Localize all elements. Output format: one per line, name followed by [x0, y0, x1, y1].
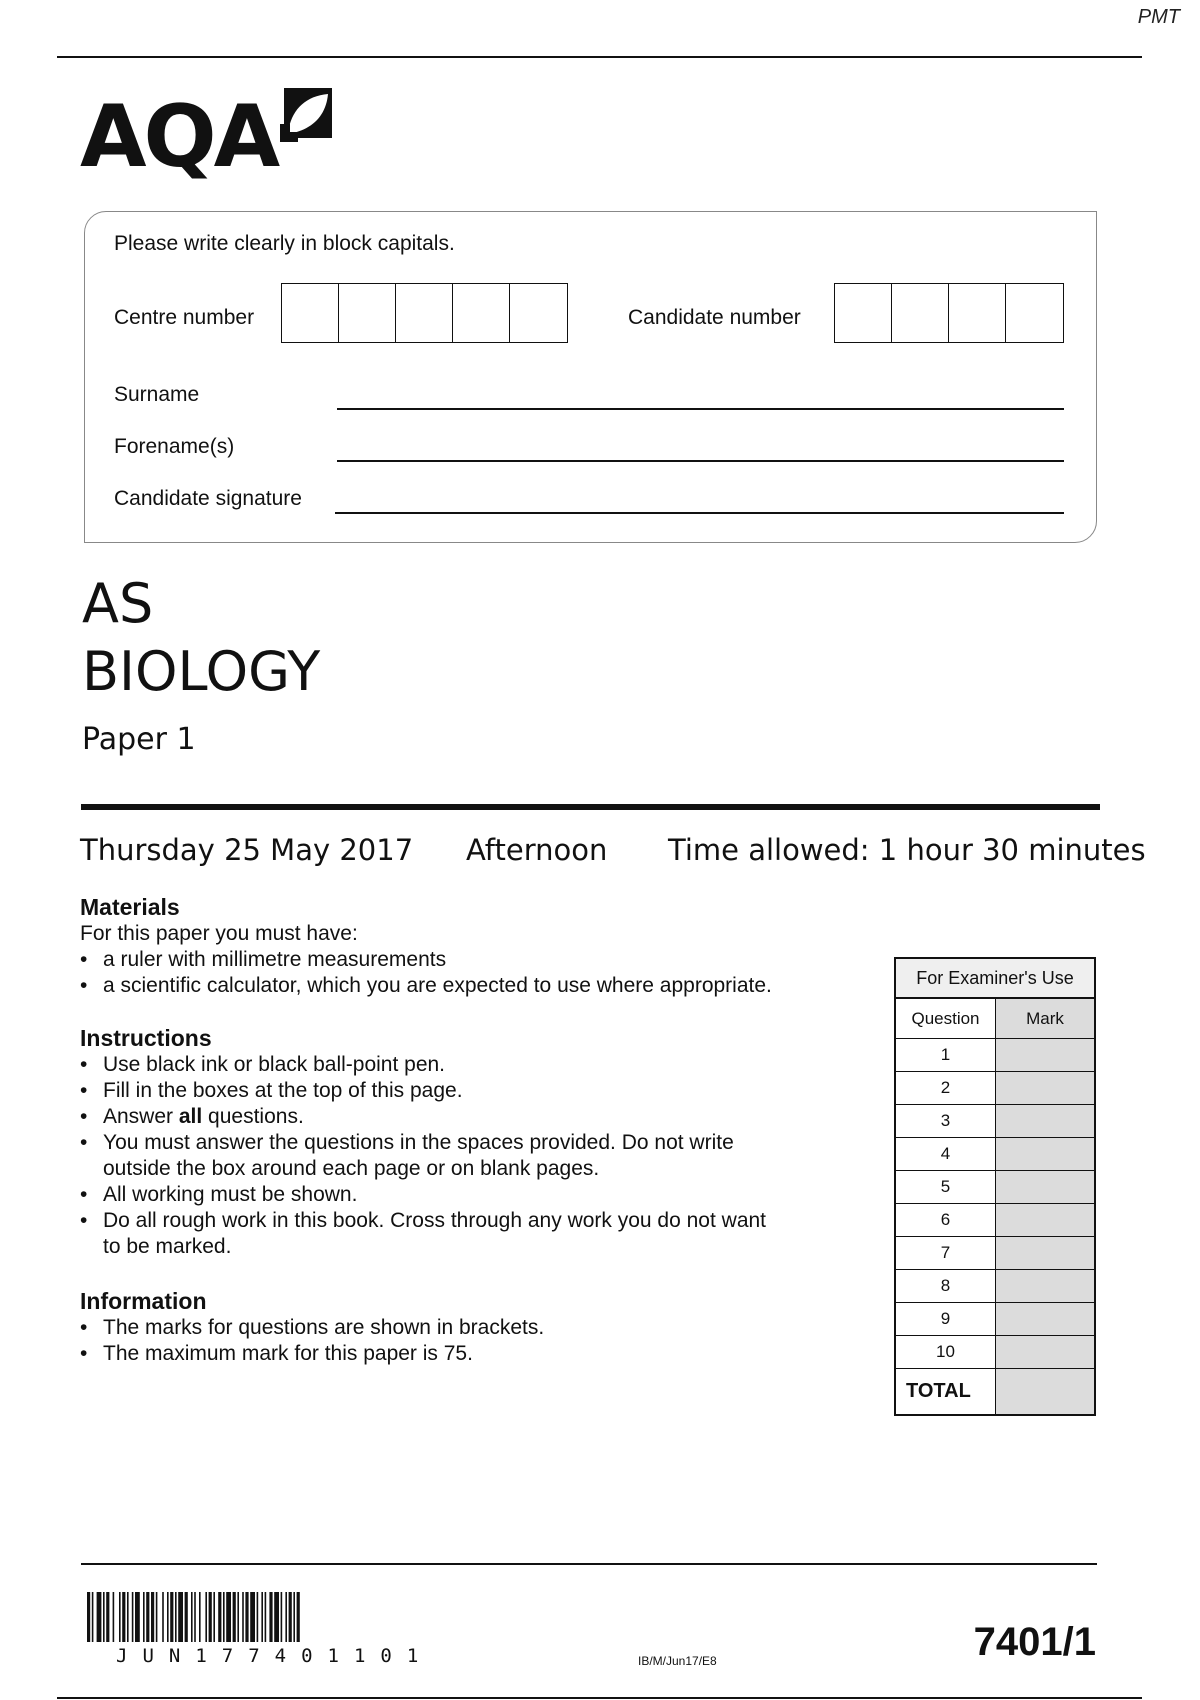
barcode-bar [151, 1592, 154, 1642]
barcode-bar [233, 1592, 236, 1642]
aqa-logo [80, 84, 350, 194]
examiner-table-header-row [896, 999, 1094, 1039]
barcode-bar [170, 1592, 173, 1642]
barcode-bar [119, 1592, 121, 1642]
total-mark-cell [996, 1369, 1094, 1414]
list-item: • a scientific calculator, which you are expected to use where appropriate. [80, 973, 772, 999]
materials-intro: For this paper you must have: [80, 922, 358, 945]
question-number-cell: 1 [896, 1039, 996, 1071]
mark-cell [996, 1336, 1094, 1368]
barcode-icon [87, 1592, 471, 1642]
block-capitals-instruction: Please write clearly in block capitals. [114, 232, 455, 255]
instructions-heading: Instructions [80, 1025, 212, 1051]
examiner-question-row [896, 1303, 1094, 1336]
footer-rule [81, 1563, 1097, 1565]
mark-cell [996, 1270, 1094, 1302]
examiner-question-row [896, 1039, 1094, 1072]
forename-label: Forename(s) [114, 435, 235, 458]
list-item: • The marks for questions are shown in brackets. [80, 1315, 544, 1341]
paper-number: Paper 1 [82, 722, 196, 757]
examiner-rows [896, 1039, 1094, 1369]
mark-column-header: Mark [996, 999, 1094, 1038]
barcode-digits: JUN177401101 [116, 1645, 434, 1667]
list-item: • All working must be shown. [80, 1182, 766, 1208]
barcode-bar [106, 1592, 109, 1642]
mark-cell [996, 1171, 1094, 1203]
candidate-number-boxes[interactable] [834, 283, 1064, 343]
barcode-bar [87, 1592, 90, 1642]
examiner-use-table [894, 957, 1096, 1416]
barcode-bar [122, 1592, 125, 1642]
total-label: TOTAL [896, 1369, 996, 1414]
barcode-bar [103, 1592, 105, 1642]
barcode-bar [297, 1592, 300, 1642]
barcode-bar [223, 1592, 225, 1642]
question-number-cell: 6 [896, 1204, 996, 1236]
barcode-bar [135, 1592, 140, 1642]
barcode-bar [205, 1592, 207, 1642]
barcode-bar [289, 1592, 292, 1642]
question-number-cell: 2 [896, 1072, 996, 1104]
list-item: • Use black ink or black ball-point pen. [80, 1052, 766, 1078]
question-number-cell: 3 [896, 1105, 996, 1137]
barcode-bar [213, 1592, 215, 1642]
barcode-bar [175, 1592, 177, 1642]
list-item: • The maximum mark for this paper is 75. [80, 1341, 544, 1367]
materials-heading: Materials [80, 894, 180, 920]
time-allowed: Time allowed: 1 hour 30 minutes [668, 833, 1146, 867]
centre-number-label: Centre number [114, 306, 255, 329]
barcode-bar [261, 1592, 263, 1642]
centre-digit-box[interactable] [453, 284, 510, 342]
forename-line[interactable] [337, 460, 1064, 462]
barcode-bar [199, 1592, 201, 1642]
barcode-bar [242, 1592, 244, 1642]
mark-cell [996, 1204, 1094, 1236]
question-number-cell: 8 [896, 1270, 996, 1302]
question-number-cell: 7 [896, 1237, 996, 1269]
examiner-question-row [896, 1072, 1094, 1105]
surname-label: Surname [114, 383, 200, 406]
barcode-bar [156, 1592, 158, 1642]
total-row [896, 1369, 1094, 1414]
barcode-bar [127, 1592, 129, 1642]
barcode-bar [218, 1592, 221, 1642]
qualification-level: AS [82, 572, 154, 635]
paper-code: 7401/1 [973, 1620, 1096, 1664]
leaf-icon [278, 84, 336, 142]
exam-session: Afternoon [466, 833, 608, 867]
barcode-bar [97, 1592, 102, 1642]
barcode-bar [162, 1592, 164, 1642]
centre-digit-box[interactable] [396, 284, 453, 342]
barcode-bar [293, 1592, 295, 1642]
information-list [80, 1315, 544, 1367]
barcode-bar [237, 1592, 239, 1642]
mark-cell [996, 1039, 1094, 1071]
surname-line[interactable] [337, 408, 1064, 410]
mark-cell [996, 1303, 1094, 1335]
centre-digit-box[interactable] [282, 284, 339, 342]
examiner-question-row [896, 1171, 1094, 1204]
centre-digit-box[interactable] [339, 284, 396, 342]
instructions-list [80, 1052, 766, 1260]
mark-cell [996, 1138, 1094, 1170]
barcode-bar [245, 1592, 248, 1642]
signature-line[interactable] [335, 512, 1064, 514]
barcode-bar [281, 1592, 283, 1642]
examiner-question-row [896, 1204, 1094, 1237]
barcode-bar [132, 1592, 134, 1642]
examiner-table-heading: For Examiner's Use [896, 959, 1094, 999]
barcode-bar [250, 1592, 255, 1642]
barcode-bar [274, 1592, 279, 1642]
candidate-digit-box[interactable] [949, 284, 1006, 342]
barcode-bar [209, 1592, 212, 1642]
candidate-digit-box[interactable] [1006, 284, 1063, 342]
list-item: • Fill in the boxes at the top of this page. [80, 1078, 766, 1104]
examiner-question-row [896, 1237, 1094, 1270]
list-item: • Do all rough work in this book. Cross through any work you do not want [80, 1208, 766, 1234]
list-item: • a ruler with millimetre measurements [80, 947, 772, 973]
materials-list [80, 947, 772, 999]
barcode-bar [92, 1592, 94, 1642]
list-item [80, 1104, 766, 1130]
barcode-bar [257, 1592, 259, 1642]
question-number-cell: 10 [896, 1336, 996, 1368]
mark-cell [996, 1105, 1094, 1137]
barcode-bar [143, 1592, 145, 1642]
barcode-bar [191, 1592, 193, 1642]
answer-all-text: Answer all questions. [103, 1105, 304, 1128]
signature-label: Candidate signature [114, 487, 302, 510]
mark-cell [996, 1237, 1094, 1269]
barcode-bar [265, 1592, 267, 1642]
question-number-cell: 4 [896, 1138, 996, 1170]
barcode-bar [269, 1592, 272, 1642]
bottom-rule [57, 1697, 1142, 1699]
candidate-digit-box[interactable] [892, 284, 949, 342]
barcode-bar [226, 1592, 231, 1642]
candidate-number-label: Candidate number [628, 306, 801, 329]
barcode-bar [178, 1592, 183, 1642]
list-item-continuation: to be marked. [103, 1235, 232, 1258]
list-item: • You must answer the questions in the spaces provided. Do not write [80, 1130, 766, 1156]
mark-cell [996, 1072, 1094, 1104]
barcode-bar [113, 1592, 115, 1642]
barcode-bar [146, 1592, 149, 1642]
document-reference: IB/M/Jun17/E8 [638, 1654, 717, 1668]
title-rule [81, 804, 1100, 810]
examiner-question-row [896, 1336, 1094, 1369]
candidate-digit-box[interactable] [835, 284, 892, 342]
examiner-question-row [896, 1138, 1094, 1171]
barcode-bar [167, 1592, 169, 1642]
question-number-cell: 9 [896, 1303, 996, 1335]
centre-number-boxes[interactable] [281, 283, 568, 343]
top-rule [57, 56, 1142, 58]
information-heading: Information [80, 1288, 207, 1314]
barcode-bar [185, 1592, 188, 1642]
corner-tag: PMT [1137, 6, 1180, 28]
barcode-bar [194, 1592, 196, 1642]
logo-wordmark: AQA [80, 87, 278, 187]
question-number-cell: 5 [896, 1171, 996, 1203]
examiner-question-row [896, 1105, 1094, 1138]
barcode-bar [285, 1592, 287, 1642]
subject-title: BIOLOGY [82, 640, 321, 703]
centre-digit-box[interactable] [510, 284, 567, 342]
list-item-continuation: outside the box around each page or on blank pages. [103, 1157, 600, 1180]
exam-date: Thursday 25 May 2017 [80, 833, 414, 867]
question-column-header: Question [896, 999, 996, 1038]
examiner-question-row [896, 1270, 1094, 1303]
